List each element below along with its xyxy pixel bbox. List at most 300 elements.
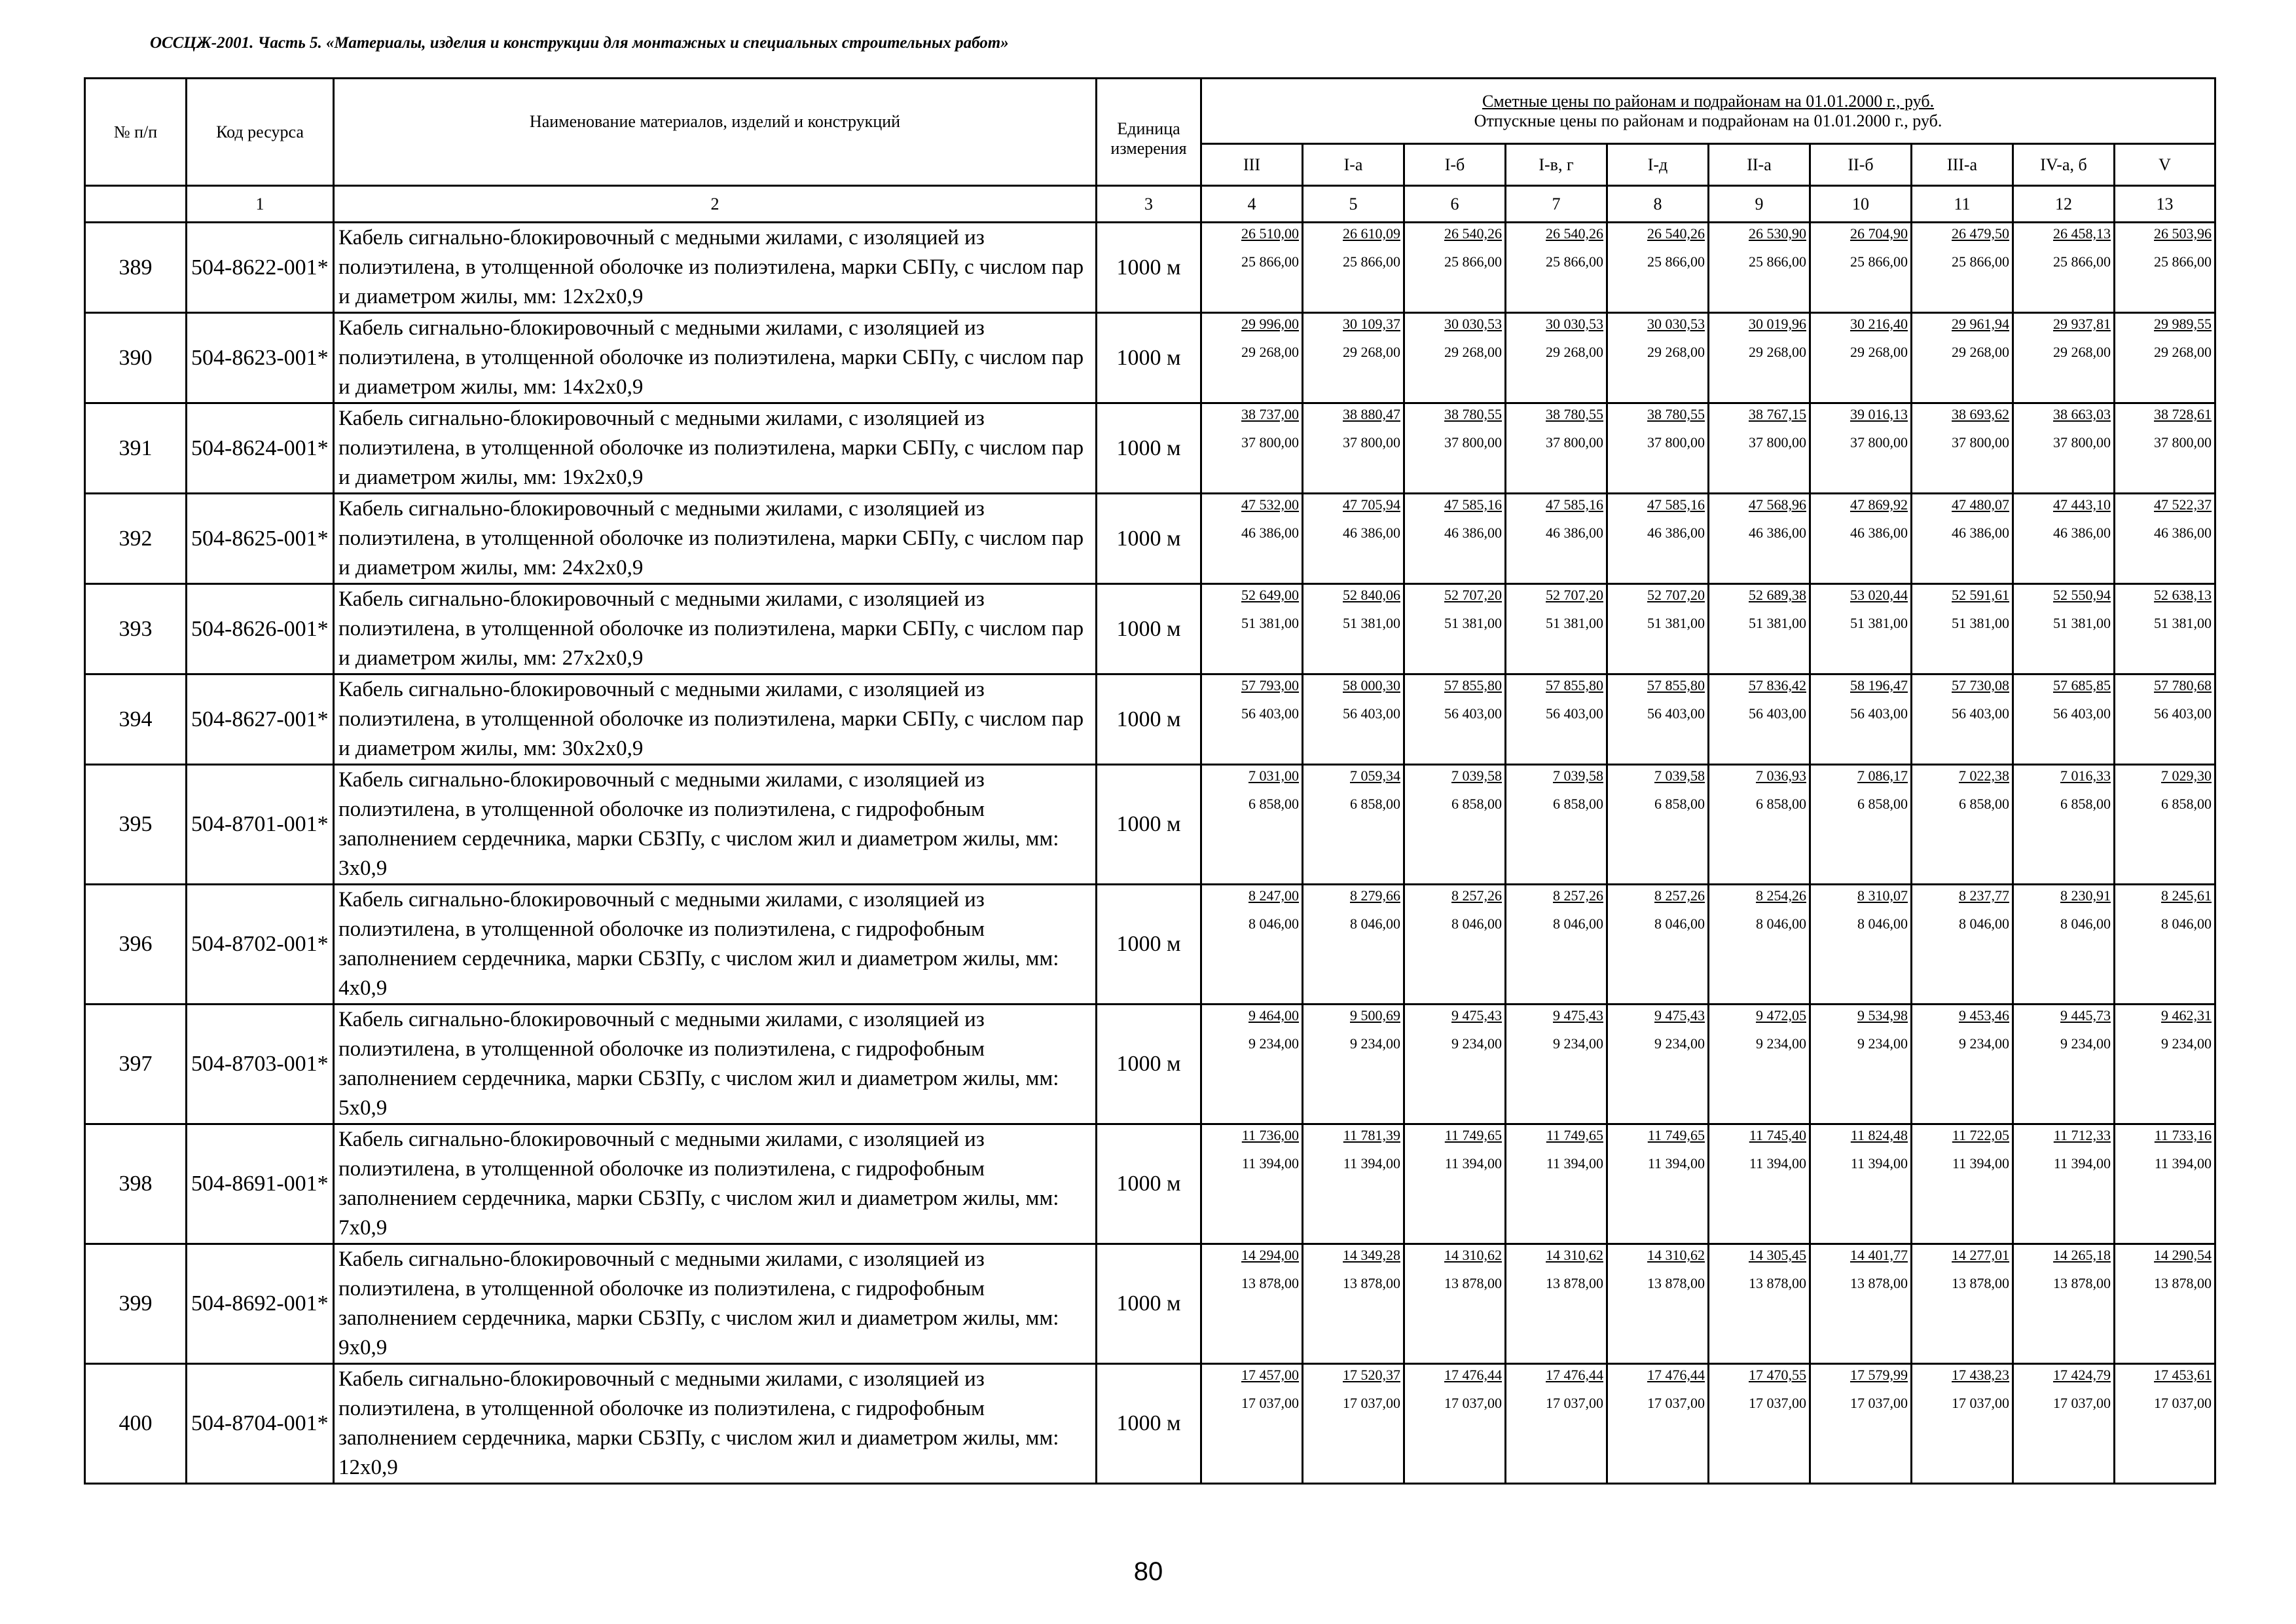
header-code: Код ресурса: [187, 79, 334, 186]
release-price: 6 858,00: [2060, 796, 2111, 812]
release-price: 51 381,00: [1343, 615, 1400, 631]
estimate-price: 47 585,16: [1647, 496, 1705, 513]
estimate-price: 17 579,99: [1850, 1367, 1908, 1383]
estimate-price: 52 707,20: [1647, 587, 1705, 603]
estimate-price: 47 585,16: [1444, 496, 1502, 513]
price-cell: [1810, 765, 1912, 885]
unit-of-measure: 1000 м: [1097, 1364, 1201, 1484]
estimate-price: 29 961,94: [1952, 316, 2009, 332]
price-cell: [1810, 223, 1912, 313]
release-price: 51 381,00: [1444, 615, 1502, 631]
estimate-price: 17 470,55: [1749, 1367, 1806, 1383]
estimate-price: 11 712,33: [2053, 1127, 2111, 1143]
release-price: 8 046,00: [1248, 915, 1299, 932]
table-row: [85, 403, 2215, 494]
price-cell: [1709, 765, 1810, 885]
release-price: 29 268,00: [1546, 344, 1603, 360]
price-cell: [1303, 1244, 1404, 1364]
unit-of-measure: 1000 м: [1097, 494, 1201, 584]
price-cell: [1201, 674, 1303, 765]
release-price: 29 268,00: [1343, 344, 1400, 360]
price-cell: [1810, 885, 1912, 1005]
release-price: 9 234,00: [1553, 1035, 1603, 1052]
unit-of-measure: 1000 м: [1097, 765, 1201, 885]
table-row: [85, 674, 2215, 765]
price-cell: [1607, 1124, 1709, 1244]
estimate-price: 11 749,65: [1546, 1127, 1603, 1143]
price-cell: [1810, 1005, 1912, 1124]
unit-of-measure: 1000 м: [1097, 1005, 1201, 1124]
release-price: 46 386,00: [1241, 525, 1299, 541]
release-price: 29 268,00: [2154, 344, 2212, 360]
price-cell: [1709, 494, 1810, 584]
estimate-price: 17 438,23: [1952, 1367, 2009, 1383]
release-price: 51 381,00: [2154, 615, 2212, 631]
release-price: 25 866,00: [1444, 253, 1502, 270]
estimate-price: 17 424,79: [2053, 1367, 2111, 1383]
table-row: [85, 1244, 2215, 1364]
release-price: 9 234,00: [1248, 1035, 1299, 1052]
estimate-price: 9 462,31: [2161, 1007, 2212, 1024]
release-price: 6 858,00: [1248, 796, 1299, 812]
resource-code: 504-8703-001*: [187, 1005, 334, 1124]
unit-of-measure: 1000 м: [1097, 223, 1201, 313]
price-cell: [1912, 313, 2013, 403]
estimate-price: 38 737,00: [1241, 406, 1299, 422]
price-cell: [2013, 674, 2115, 765]
release-price: 17 037,00: [2154, 1395, 2212, 1411]
estimate-price: 14 277,01: [1952, 1247, 2009, 1263]
price-cell: [1607, 494, 1709, 584]
release-price: 56 403,00: [1444, 705, 1502, 722]
table-row: [85, 1005, 2215, 1124]
price-cell: [1201, 1244, 1303, 1364]
estimate-price: 47 585,16: [1546, 496, 1603, 513]
price-cell: [1404, 403, 1506, 494]
price-cell: [1404, 223, 1506, 313]
release-price: 9 234,00: [1654, 1035, 1705, 1052]
price-cell: [1607, 584, 1709, 674]
estimate-price: 26 458,13: [2053, 225, 2111, 242]
release-price: 11 394,00: [1546, 1155, 1603, 1172]
material-name: Кабель сигнально-блокировочный с медными жилами, с изоляцией из полиэтилена, в утолщенной оболочке из полиэтилена, с гидрофобным заполнением сердечника, марки СБЗПу, с числом жил и диаметром жилы, мм: 5х0,9: [334, 1005, 1097, 1124]
price-cell: [1607, 765, 1709, 885]
release-price: 17 037,00: [1952, 1395, 2009, 1411]
release-price: 8 046,00: [2161, 915, 2212, 932]
release-price: 25 866,00: [1343, 253, 1400, 270]
column-number: 9: [1709, 186, 1810, 223]
price-cell: [1303, 584, 1404, 674]
price-cell: [1404, 674, 1506, 765]
price-cell: [1404, 584, 1506, 674]
estimate-price: 52 649,00: [1241, 587, 1299, 603]
price-cell: [1404, 885, 1506, 1005]
release-price: 17 037,00: [1749, 1395, 1806, 1411]
release-price: 51 381,00: [1241, 615, 1299, 631]
estimate-price: 8 245,61: [2161, 887, 2212, 904]
price-cell: [1201, 494, 1303, 584]
price-cell: [1912, 1244, 2013, 1364]
release-price: 13 878,00: [2053, 1275, 2111, 1291]
price-cell: [1810, 1124, 1912, 1244]
release-price: 46 386,00: [2053, 525, 2111, 541]
resource-code: 504-8691-001*: [187, 1124, 334, 1244]
table-row: [85, 1124, 2215, 1244]
release-price: 6 858,00: [2161, 796, 2212, 812]
estimate-price: 30 019,96: [1749, 316, 1806, 332]
unit-of-measure: 1000 м: [1097, 584, 1201, 674]
estimate-price: 17 476,44: [1546, 1367, 1603, 1383]
unit-of-measure: 1000 м: [1097, 674, 1201, 765]
release-price: 46 386,00: [1749, 525, 1806, 541]
price-cell: [2013, 494, 2115, 584]
price-cell: [1607, 223, 1709, 313]
price-cell: [1607, 1005, 1709, 1124]
release-price: 56 403,00: [2154, 705, 2212, 722]
estimate-price: 7 016,33: [2060, 767, 2111, 784]
price-cell: [1303, 403, 1404, 494]
price-cell: [1912, 1005, 2013, 1124]
material-name: Кабель сигнально-блокировочный с медными жилами, с изоляцией из полиэтилена, в утолщенной оболочке из полиэтилена, с гидрофобным заполнением сердечника, марки СБЗПу, с числом жил и диаметром жилы, мм: 7х0,9: [334, 1124, 1097, 1244]
resource-code: 504-8624-001*: [187, 403, 334, 494]
estimate-price: 14 294,00: [1241, 1247, 1299, 1263]
estimate-price: 8 257,26: [1451, 887, 1502, 904]
release-price: 17 037,00: [2053, 1395, 2111, 1411]
release-price: 8 046,00: [1654, 915, 1705, 932]
price-cell: [1709, 1124, 1810, 1244]
price-cell: [1607, 1244, 1709, 1364]
price-cell: [1607, 1364, 1709, 1484]
estimate-price: 9 475,43: [1654, 1007, 1705, 1024]
release-price: 51 381,00: [1749, 615, 1806, 631]
release-price: 11 394,00: [1343, 1155, 1400, 1172]
resource-code: 504-8623-001*: [187, 313, 334, 403]
release-price: 8 046,00: [1451, 915, 1502, 932]
price-cell: [1810, 494, 1912, 584]
release-price: 8 046,00: [1756, 915, 1806, 932]
release-price: 13 878,00: [1343, 1275, 1400, 1291]
estimate-price: 30 109,37: [1343, 316, 1400, 332]
price-cell: [1709, 674, 1810, 765]
price-cell: [2115, 765, 2215, 885]
resource-code: 504-8704-001*: [187, 1364, 334, 1484]
header-prices: [1201, 79, 2215, 144]
price-cell: [1404, 313, 1506, 403]
estimate-price: 7 086,17: [1857, 767, 1908, 784]
estimate-price: 7 029,30: [2161, 767, 2212, 784]
estimate-price: 26 610,09: [1343, 225, 1400, 242]
estimate-price: 8 257,26: [1654, 887, 1705, 904]
estimate-price: 11 749,65: [1444, 1127, 1502, 1143]
price-cell: [1912, 1364, 2013, 1484]
release-price: 13 878,00: [1546, 1275, 1603, 1291]
release-price: 46 386,00: [1343, 525, 1400, 541]
release-price: 29 268,00: [1647, 344, 1705, 360]
release-price: 51 381,00: [1546, 615, 1603, 631]
release-price: 17 037,00: [1546, 1395, 1603, 1411]
price-cell: [1506, 1364, 1607, 1484]
price-cell: [1912, 674, 2013, 765]
unit-of-measure: 1000 м: [1097, 313, 1201, 403]
column-number: 7: [1506, 186, 1607, 223]
estimate-price: 26 479,50: [1952, 225, 2009, 242]
estimate-price: 30 030,53: [1546, 316, 1603, 332]
estimate-price: 8 247,00: [1248, 887, 1299, 904]
release-price: 29 268,00: [1749, 344, 1806, 360]
release-price: 37 800,00: [1850, 434, 1908, 451]
release-price: 56 403,00: [1241, 705, 1299, 722]
estimate-price: 14 290,54: [2154, 1247, 2212, 1263]
estimate-price: 8 279,66: [1350, 887, 1400, 904]
price-cell: [1303, 313, 1404, 403]
estimate-price: 9 453,46: [1959, 1007, 2009, 1024]
estimate-price: 26 510,00: [1241, 225, 1299, 242]
estimate-price: 26 704,90: [1850, 225, 1908, 242]
release-price: 6 858,00: [1350, 796, 1400, 812]
table-body: [85, 223, 2215, 1484]
estimate-price: 47 705,94: [1343, 496, 1400, 513]
price-cell: [1810, 1364, 1912, 1484]
price-cell: [1201, 1364, 1303, 1484]
material-name: Кабель сигнально-блокировочный с медными жилами, с изоляцией из полиэтилена, в утолщенной оболочке из полиэтилена, марки СБПу, с числом пар и диаметром жилы, мм: 30х2х0,9: [334, 674, 1097, 765]
price-cell: [1912, 1124, 2013, 1244]
price-cell: [1810, 403, 1912, 494]
estimate-price: 29 996,00: [1241, 316, 1299, 332]
price-cell: [2013, 313, 2115, 403]
release-price: 9 234,00: [1451, 1035, 1502, 1052]
estimate-price: 17 453,61: [2154, 1367, 2212, 1383]
material-name: Кабель сигнально-блокировочный с медными жилами, с изоляцией из полиэтилена, в утолщенной оболочке из полиэтилена, с гидрофобным заполнением сердечника, марки СБЗПу, с числом жил и диаметром жилы, мм: 9х0,9: [334, 1244, 1097, 1364]
price-cell: [1506, 765, 1607, 885]
price-cell: [1303, 1364, 1404, 1484]
estimate-price: 14 265,18: [2053, 1247, 2111, 1263]
price-cell: [2013, 765, 2115, 885]
material-name: Кабель сигнально-блокировочный с медными жилами, с изоляцией из полиэтилена, в утолщенной оболочке из полиэтилена, марки СБПу, с числом пар и диаметром жилы, мм: 12х2х0,9: [334, 223, 1097, 313]
estimate-price: 38 767,15: [1749, 406, 1806, 422]
estimate-price: 38 728,61: [2154, 406, 2212, 422]
release-price: 8 046,00: [1959, 915, 2009, 932]
release-price: 25 866,00: [2053, 253, 2111, 270]
estimate-price: 52 638,13: [2154, 587, 2212, 603]
price-cell: [1303, 223, 1404, 313]
table-row: [85, 765, 2215, 885]
price-cell: [1709, 403, 1810, 494]
price-cell: [2115, 1244, 2215, 1364]
row-number: 389: [85, 223, 187, 313]
estimate-price: 57 836,42: [1749, 677, 1806, 693]
release-price: 37 800,00: [1647, 434, 1705, 451]
row-number: 398: [85, 1124, 187, 1244]
release-price: 37 800,00: [1444, 434, 1502, 451]
release-price: 29 268,00: [1850, 344, 1908, 360]
price-cell: [1709, 1244, 1810, 1364]
release-price: 17 037,00: [1343, 1395, 1400, 1411]
estimate-price: 47 568,96: [1749, 496, 1806, 513]
estimate-price: 14 305,45: [1749, 1247, 1806, 1263]
price-cell: [1607, 885, 1709, 1005]
price-cell: [2013, 885, 2115, 1005]
estimate-price: 30 030,53: [1444, 316, 1502, 332]
column-number-row: [85, 186, 2215, 223]
document-header-title: ОССЦЖ-2001. Часть 5. «Материалы, изделия и конструкции для монтажных и специальных строительных работ»: [150, 34, 1009, 52]
row-number: 393: [85, 584, 187, 674]
release-price: 11 394,00: [2053, 1155, 2111, 1172]
row-number: 399: [85, 1244, 187, 1364]
estimate-price: 26 530,90: [1749, 225, 1806, 242]
estimate-price: 47 443,10: [2053, 496, 2111, 513]
estimate-price: 38 780,55: [1546, 406, 1603, 422]
estimate-price: 57 855,80: [1546, 677, 1603, 693]
price-cell: [1709, 1005, 1810, 1124]
column-number-blank: [85, 186, 187, 223]
estimate-price: 14 310,62: [1444, 1247, 1502, 1263]
price-cell: [1303, 494, 1404, 584]
estimate-price: 14 310,62: [1647, 1247, 1705, 1263]
release-price: 56 403,00: [1343, 705, 1400, 722]
price-cell: [1912, 584, 2013, 674]
release-price: 6 858,00: [1654, 796, 1705, 812]
resource-code: 504-8627-001*: [187, 674, 334, 765]
release-price: 46 386,00: [1952, 525, 2009, 541]
estimate-price: 9 464,00: [1248, 1007, 1299, 1024]
price-cell: [1912, 223, 2013, 313]
table-row: [85, 494, 2215, 584]
price-cell: [1404, 1124, 1506, 1244]
resource-code: 504-8622-001*: [187, 223, 334, 313]
release-price: 51 381,00: [1647, 615, 1705, 631]
release-price: 51 381,00: [1850, 615, 1908, 631]
release-price: 37 800,00: [1241, 434, 1299, 451]
estimate-price: 14 310,62: [1546, 1247, 1603, 1263]
region-header: II-б: [1810, 144, 1912, 186]
row-number: 392: [85, 494, 187, 584]
estimate-price: 7 039,58: [1654, 767, 1705, 784]
estimate-price: 7 036,93: [1756, 767, 1806, 784]
price-table: [84, 77, 2216, 1485]
estimate-price: 57 855,80: [1647, 677, 1705, 693]
column-number: 3: [1097, 186, 1201, 223]
price-cell: [2013, 403, 2115, 494]
estimate-price: 11 781,39: [1343, 1127, 1400, 1143]
price-cell: [1506, 1244, 1607, 1364]
column-number: 8: [1607, 186, 1709, 223]
price-cell: [1506, 1124, 1607, 1244]
price-cell: [1810, 313, 1912, 403]
release-price: 25 866,00: [1850, 253, 1908, 270]
row-number: 390: [85, 313, 187, 403]
release-price: 29 268,00: [2053, 344, 2111, 360]
price-cell: [1506, 403, 1607, 494]
estimate-price: 52 591,61: [1952, 587, 2009, 603]
estimate-price: 47 522,37: [2154, 496, 2212, 513]
price-cell: [1709, 584, 1810, 674]
price-cell: [1303, 1124, 1404, 1244]
release-price: 13 878,00: [1850, 1275, 1908, 1291]
price-cell: [1201, 1005, 1303, 1124]
material-name: Кабель сигнально-блокировочный с медными жилами, с изоляцией из полиэтилена, в утолщенной оболочке из полиэтилена, марки СБПу, с числом пар и диаметром жилы, мм: 24х2х0,9: [334, 494, 1097, 584]
price-cell: [2013, 223, 2115, 313]
price-cell: [1404, 494, 1506, 584]
release-price: 11 394,00: [1952, 1155, 2009, 1172]
release-price: 13 878,00: [1749, 1275, 1806, 1291]
price-cell: [1303, 885, 1404, 1005]
table-row: [85, 1364, 2215, 1484]
price-cell: [1607, 313, 1709, 403]
estimate-price: 57 780,68: [2154, 677, 2212, 693]
price-cell: [1404, 1244, 1506, 1364]
estimate-price: 8 310,07: [1857, 887, 1908, 904]
release-price: 29 268,00: [1444, 344, 1502, 360]
release-price: 13 878,00: [1647, 1275, 1705, 1291]
price-cell: [1810, 584, 1912, 674]
estimate-price: 47 532,00: [1241, 496, 1299, 513]
release-price: 11 394,00: [2154, 1155, 2212, 1172]
material-name: Кабель сигнально-блокировочный с медными жилами, с изоляцией из полиэтилена, в утолщенной оболочке из полиэтилена, с гидрофобным заполнением сердечника, марки СБЗПу, с числом жил и диаметром жилы, мм: 4х0,9: [334, 885, 1097, 1005]
resource-code: 504-8702-001*: [187, 885, 334, 1005]
price-cell: [1201, 584, 1303, 674]
release-price: 51 381,00: [2053, 615, 2111, 631]
price-cell: [2115, 1364, 2215, 1484]
estimate-price: 52 840,06: [1343, 587, 1400, 603]
release-price: 8 046,00: [1857, 915, 1908, 932]
release-price: 9 234,00: [1857, 1035, 1908, 1052]
price-cell: [1201, 403, 1303, 494]
release-price: 25 866,00: [1952, 253, 2009, 270]
price-cell: [1404, 1364, 1506, 1484]
row-number: 391: [85, 403, 187, 494]
unit-of-measure: 1000 м: [1097, 1124, 1201, 1244]
region-header: III: [1201, 144, 1303, 186]
estimate-price: 30 216,40: [1850, 316, 1908, 332]
material-name: Кабель сигнально-блокировочный с медными жилами, с изоляцией из полиэтилена, в утолщенной оболочке из полиэтилена, марки СБПу, с числом пар и диаметром жилы, мм: 27х2х0,9: [334, 584, 1097, 674]
price-cell: [1506, 674, 1607, 765]
release-price: 13 878,00: [1241, 1275, 1299, 1291]
estimate-price: 57 730,08: [1952, 677, 2009, 693]
release-price: 37 800,00: [2154, 434, 2212, 451]
table-row: [85, 313, 2215, 403]
release-price: 29 268,00: [1241, 344, 1299, 360]
price-cell: [1912, 885, 2013, 1005]
release-price: 9 234,00: [2161, 1035, 2212, 1052]
estimate-price: 39 016,13: [1850, 406, 1908, 422]
resource-code: 504-8701-001*: [187, 765, 334, 885]
estimate-price: 7 039,58: [1553, 767, 1603, 784]
release-price: 13 878,00: [1952, 1275, 2009, 1291]
price-cell: [2115, 674, 2215, 765]
estimate-price: 17 457,00: [1241, 1367, 1299, 1383]
price-cell: [2115, 1005, 2215, 1124]
release-price: 8 046,00: [1350, 915, 1400, 932]
price-cell: [2115, 584, 2215, 674]
price-cell: [1607, 403, 1709, 494]
price-cell: [2115, 313, 2215, 403]
header-prices-release: Отпускные цены по районам и подрайонам на 01.01.2000 г., руб.: [1474, 111, 1942, 130]
resource-code: 504-8626-001*: [187, 584, 334, 674]
header-unit: Единица измерения: [1097, 79, 1201, 186]
region-header: II-а: [1709, 144, 1810, 186]
price-cell: [2115, 1124, 2215, 1244]
estimate-price: 9 475,43: [1451, 1007, 1502, 1024]
unit-of-measure: 1000 м: [1097, 885, 1201, 1005]
estimate-price: 38 693,62: [1952, 406, 2009, 422]
estimate-price: 14 401,77: [1850, 1247, 1908, 1263]
price-cell: [1506, 1005, 1607, 1124]
price-cell: [1404, 765, 1506, 885]
release-price: 13 878,00: [2154, 1275, 2212, 1291]
release-price: 9 234,00: [1350, 1035, 1400, 1052]
row-number: 397: [85, 1005, 187, 1124]
release-price: 37 800,00: [1343, 434, 1400, 451]
